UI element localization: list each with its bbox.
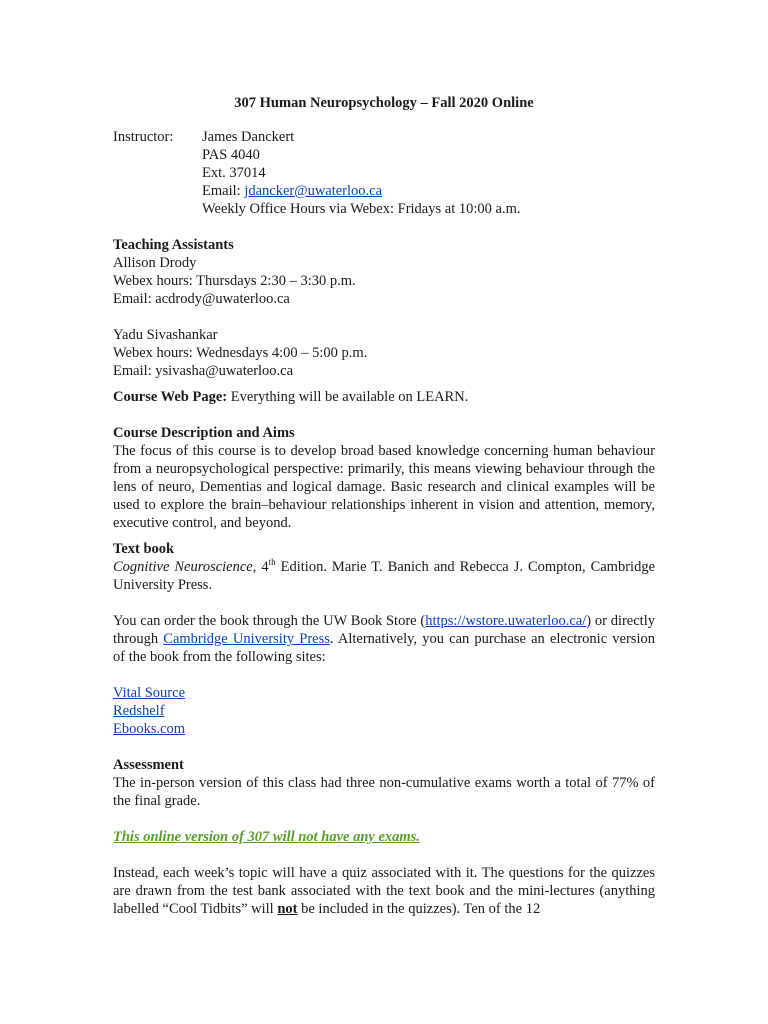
no-exams-highlight: This online version of 307 will not have any exams. bbox=[113, 829, 420, 845]
cambridge-press-link[interactable]: Cambridge University Press bbox=[163, 631, 330, 647]
spacer bbox=[113, 532, 655, 540]
assessment-paragraph-2 bbox=[113, 864, 655, 918]
spacer bbox=[113, 810, 655, 828]
textbook-ordering bbox=[113, 612, 655, 666]
instructor-block bbox=[113, 128, 655, 218]
no-exams-note bbox=[113, 828, 655, 846]
assessment-heading: Assessment bbox=[113, 757, 184, 773]
quiz-text-a: Instead, each week’s topic will have a quiz associated with it. The questions for the quizzes are drawn from the test bank associated with the text book and the mini-lectures (anything labelled “Cool Tidbits” will bbox=[113, 865, 655, 917]
textbook-edition: , 4 bbox=[252, 559, 269, 575]
description-heading: Course Description and Aims bbox=[113, 425, 295, 441]
quiz-text-b: be included in the quizzes). Ten of the 12 bbox=[297, 901, 541, 917]
spacer bbox=[113, 308, 655, 326]
instructor-details bbox=[202, 128, 520, 218]
course-title: 307 Human Neuropsychology – Fall 2020 Online bbox=[234, 95, 534, 111]
ta2-email: Email: ysivasha@uwaterloo.ca bbox=[113, 363, 294, 379]
uw-bookstore-link[interactable]: https://wstore.uwaterloo.ca/ bbox=[425, 613, 587, 629]
ta-heading: Teaching Assistants bbox=[113, 237, 234, 253]
instructor-name: James Danckert bbox=[202, 129, 295, 145]
instructor-office: PAS 4040 bbox=[202, 147, 260, 163]
instructor-ext: Ext. 37014 bbox=[202, 165, 266, 181]
instructor-email-link[interactable]: jdancker@uwaterloo.ca bbox=[244, 183, 383, 199]
spacer bbox=[113, 846, 655, 864]
spacer bbox=[113, 218, 655, 236]
redshelf-link[interactable]: Redshelf bbox=[113, 703, 165, 719]
ta1-name: Allison Drody bbox=[113, 255, 197, 271]
spacer bbox=[113, 406, 655, 424]
order-text-2: ) or directly through bbox=[113, 613, 655, 647]
ta2-hours: Webex hours: Wednesdays 4:00 – 5:00 p.m. bbox=[113, 345, 368, 361]
ebooks-com-link[interactable]: Ebooks.com bbox=[113, 721, 186, 737]
document-body bbox=[113, 94, 655, 918]
instructor-label: Instructor: bbox=[113, 129, 174, 145]
instructor-email-line bbox=[202, 182, 520, 200]
web-page-label: Course Web Page: bbox=[113, 389, 228, 405]
ebook-sites-list bbox=[113, 684, 655, 738]
spacer bbox=[113, 666, 655, 684]
textbook-edition-sup: th bbox=[268, 557, 276, 568]
ta1-email: Email: acdrody@uwaterloo.ca bbox=[113, 291, 290, 307]
order-text-1: You can order the book through the UW Book Store ( bbox=[113, 613, 426, 629]
spacer bbox=[113, 594, 655, 612]
not-emphasis: not bbox=[277, 901, 298, 917]
textbook-heading: Text book bbox=[113, 541, 175, 557]
textbook-title: Cognitive Neuroscience bbox=[113, 559, 253, 575]
spacer bbox=[113, 380, 655, 388]
vital-source-link[interactable]: Vital Source bbox=[113, 685, 186, 701]
description-body: The focus of this course is to develop broad based knowledge concerning human behaviour from a neuropsychological perspective: primarily, this means viewing behaviour through the lens of neuro, Dementias and logical damage. Basic research and clinical examples will be used to explore the brain–behaviour relationships inherent in vision and attention, memory, executive control, and beyond. bbox=[113, 443, 655, 531]
spacer bbox=[113, 738, 655, 756]
ta1-hours: Webex hours: Thursdays 2:30 – 3:30 p.m. bbox=[113, 273, 356, 289]
textbook-authors: Edition. Marie T. Banich and Rebecca J. Compton, Cambridge University Press. bbox=[113, 559, 656, 593]
textbook-citation bbox=[113, 558, 655, 594]
instructor-office-hours: Weekly Office Hours via Webex: Fridays at 10:00 a.m. bbox=[202, 201, 521, 217]
web-page-text: Everything will be available on LEARN. bbox=[227, 389, 469, 405]
ta2-name: Yadu Sivashankar bbox=[113, 327, 218, 343]
assessment-paragraph-1: The in-person version of this class had three non-cumulative exams worth a total of 77% of the final grade. bbox=[113, 775, 655, 809]
instructor-email-prefix: Email: bbox=[202, 183, 245, 199]
order-text-3: . Alternatively, you can purchase an electronic version of the book from the following sites: bbox=[113, 631, 655, 665]
course-web-page bbox=[113, 388, 655, 406]
